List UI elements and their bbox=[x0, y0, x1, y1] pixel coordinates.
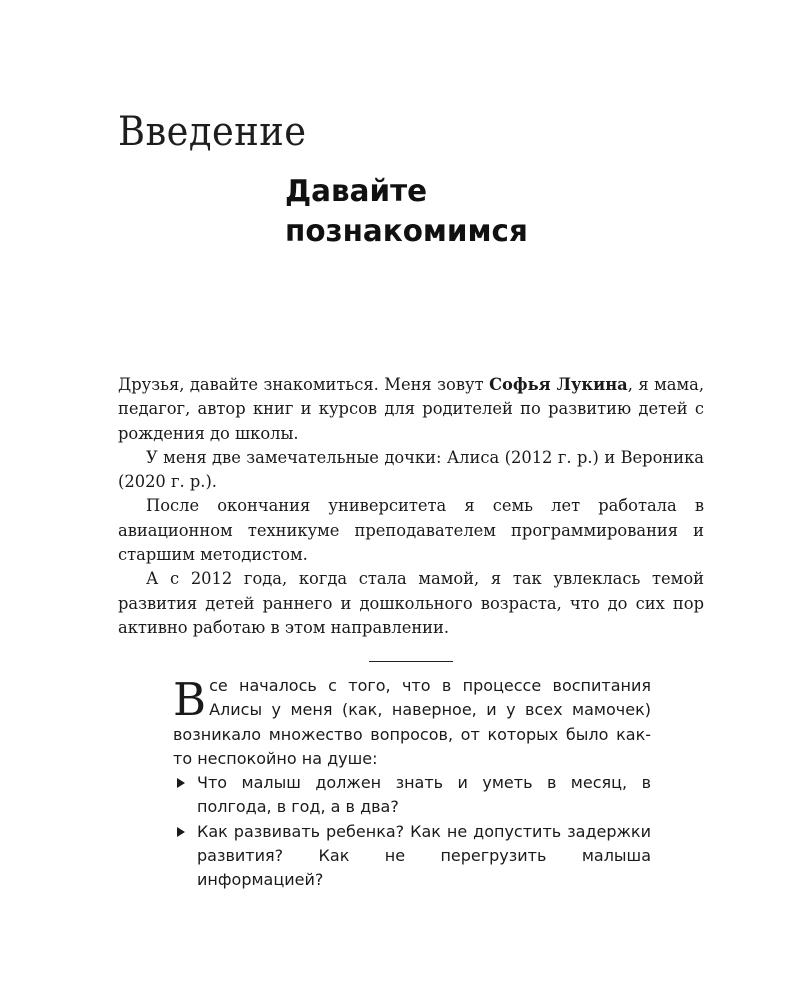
section-label: Введение bbox=[118, 109, 307, 155]
paragraph-3: После окончания университета я семь лет работала в авиационном техникуме преподавателем программирования и старшим методистом. bbox=[118, 496, 704, 565]
chapter-title-line-1: Давайте bbox=[285, 174, 428, 209]
list-item-text: Как развивать ребенка? Как не допустить задержки развития? Как не перегрузить малыша информацией? bbox=[197, 821, 651, 890]
paragraph-2: У меня две замечательные дочки: Алиса (2012 г. р.) и Вероника (2020 г. р.). bbox=[118, 447, 704, 492]
paragraph-1-start: Друзья, давайте знакомиться. Меня зовут bbox=[118, 375, 490, 394]
aside-intro-text: се началось с того, что в процессе воспитания Алисы у меня (как, наверное, и у всех мамочек) возникало множество вопросов, от которых было как-то неспокойно на душе: bbox=[173, 676, 651, 768]
aside-block bbox=[173, 674, 651, 893]
paragraph-1-end: , я мама, педагог, автор книг и курсов для родителей по развитию детей с рождения до школы. bbox=[118, 375, 704, 443]
section-divider bbox=[369, 661, 453, 662]
paragraph-1 bbox=[118, 373, 704, 446]
list-item-text: Что малыш должен знать и уметь в месяц, в полгода, в год, а в два? bbox=[197, 773, 651, 817]
aside-intro bbox=[173, 674, 651, 771]
paragraph-4: А с 2012 года, когда стала мамой, я так увлеклась темой развития детей раннего и дошкольного возраста, что до сих пор активно работаю в этом направлении. bbox=[118, 569, 704, 637]
list-item bbox=[173, 771, 651, 820]
question-list bbox=[173, 771, 651, 892]
triangle-bullet-icon bbox=[177, 827, 185, 837]
drop-cap: В bbox=[173, 673, 207, 726]
chapter-title bbox=[285, 172, 528, 252]
body-text bbox=[118, 373, 704, 640]
chapter-title-line-2: познакомимся bbox=[285, 214, 528, 249]
author-name: Софья Лукина bbox=[489, 375, 628, 394]
list-item bbox=[173, 820, 651, 893]
triangle-bullet-icon bbox=[177, 778, 185, 788]
